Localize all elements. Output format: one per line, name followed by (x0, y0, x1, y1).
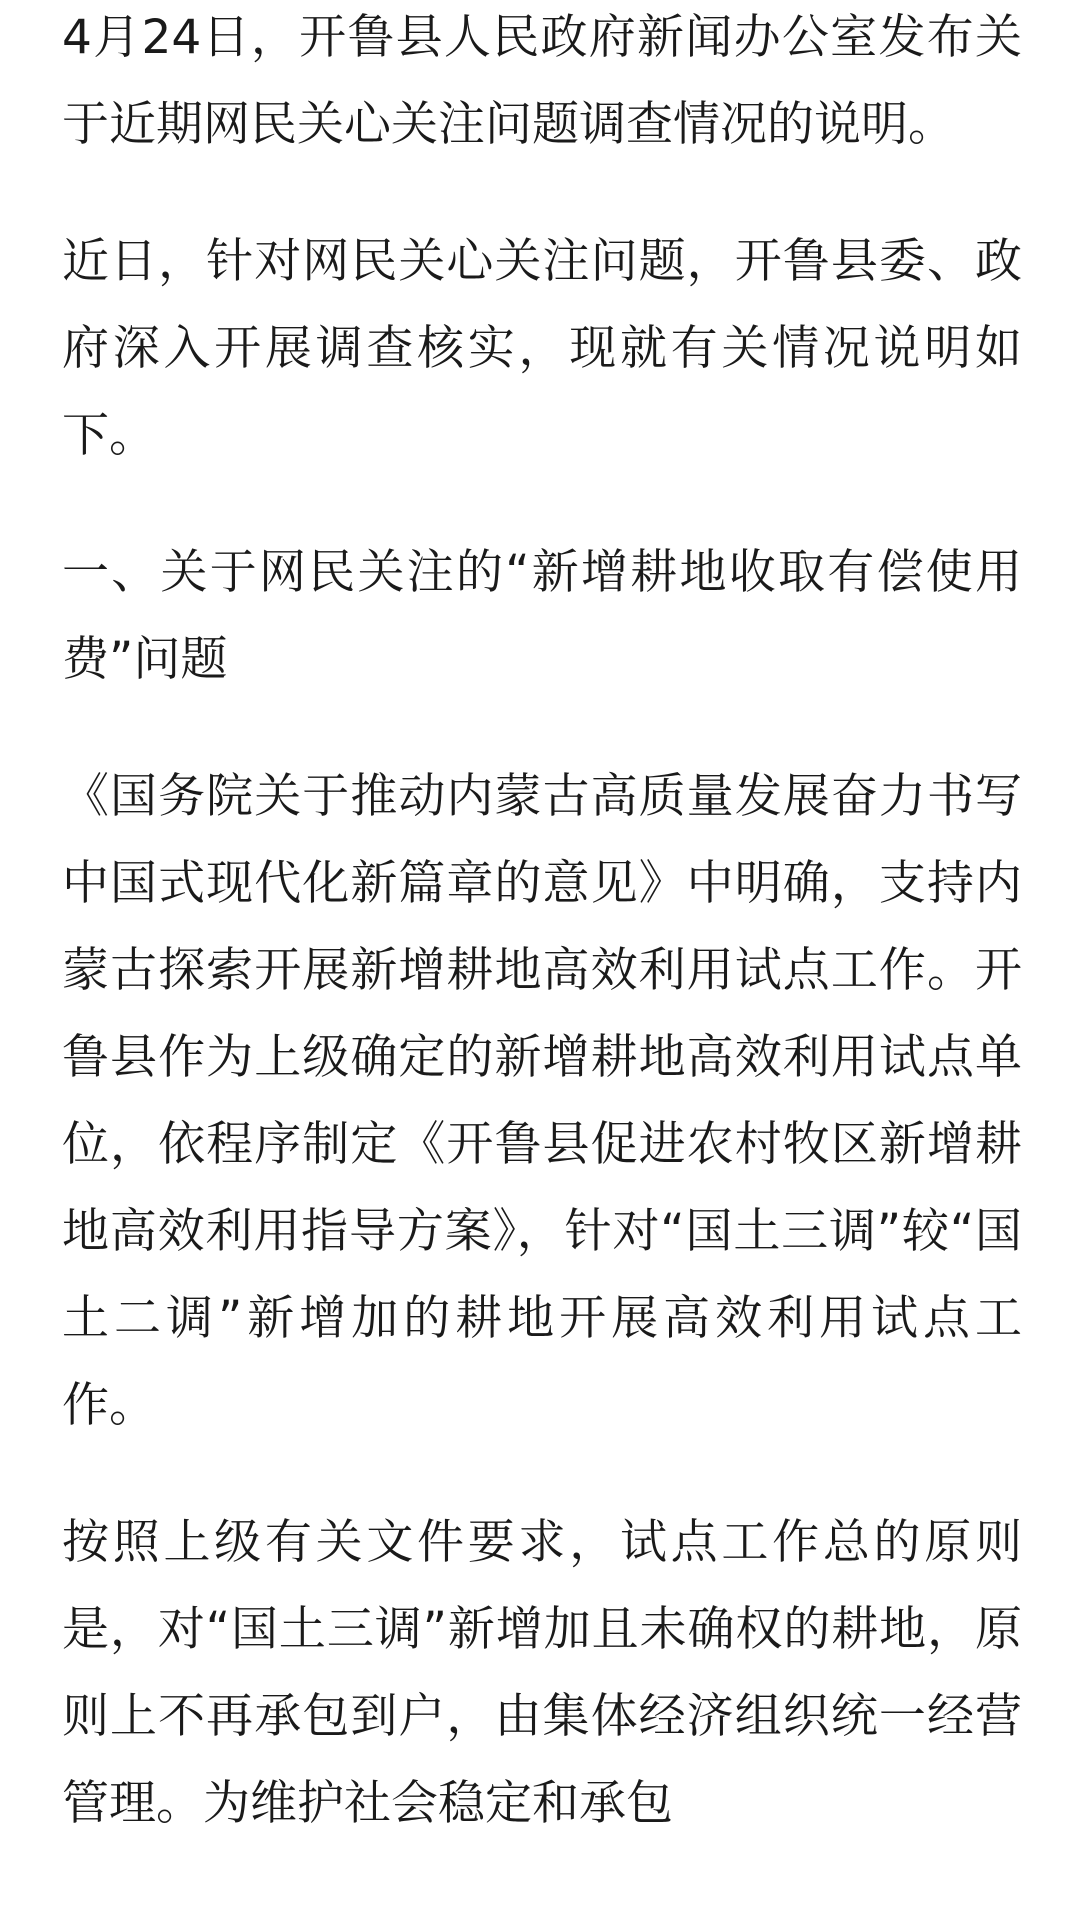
paragraph-principle: 按照上级有关文件要求，试点工作总的原则是，对“国土三调”新增加且未确权的耕地，原则上不再承包到户，由集体经济组织统一经营管理。为维护社会稳定和承包 (62, 1515, 1022, 1831)
paragraph-statement: 近日，针对网民关心关注问题，开鲁县委、政府深入开展调查核实，现就有关情况说明如下。 (62, 234, 1022, 463)
paragraph-intro: 4月24日，开鲁县人民政府新闻办公室发布关于近期网民关心关注问题调查情况的说明。 (62, 10, 1022, 152)
article-body (62, 0, 1022, 1847)
paragraph-policy: 《国务院关于推动内蒙古高质量发展奋力书写中国式现代化新篇章的意见》中明确，支持内蒙古探索开展新增耕地高效利用试点工作。开鲁县作为上级确定的新增耕地高效利用试点单位，依程序制定《开鲁县促进农村牧区新增耕地高效利用指导方案》，针对“国土三调”较“国土二调”新增加的耕地开展高效利用试点工作。 (62, 769, 1022, 1433)
section-heading: 一、关于网民关注的“新增耕地收取有偿使用费”问题 (62, 545, 1022, 687)
